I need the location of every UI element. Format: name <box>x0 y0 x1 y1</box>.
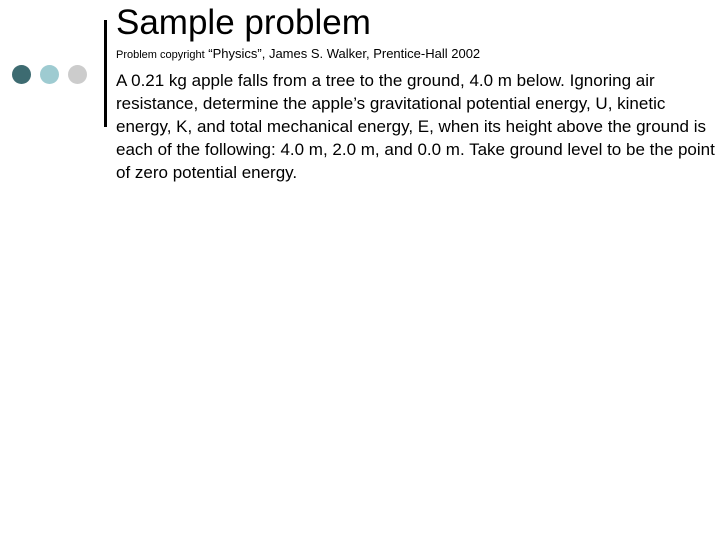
copyright-line <box>116 45 480 64</box>
vertical-divider <box>104 20 107 127</box>
copyright-lead: Problem copyright <box>116 49 205 61</box>
dot-light-teal <box>40 65 59 84</box>
dot-dark-teal <box>12 65 31 84</box>
copyright-source: “Physics”, James S. Walker, Prentice-Hall 2002 <box>204 46 481 61</box>
slide-title: Sample problem <box>116 3 371 42</box>
dot-gray <box>68 65 87 84</box>
problem-statement: A 0.21 kg apple falls from a tree to the ground, 4.0 m below. Ignoring air resistance, determine the apple’s gravitational potential energy, U, kinetic energy, K, and total mechanical energy, E, when its height above the ground is each of the following: 4.0 m, 2.0 m, and 0.0 m. Take ground level to be the point of zero potential energy. <box>116 71 715 182</box>
decorative-dots <box>12 65 87 84</box>
